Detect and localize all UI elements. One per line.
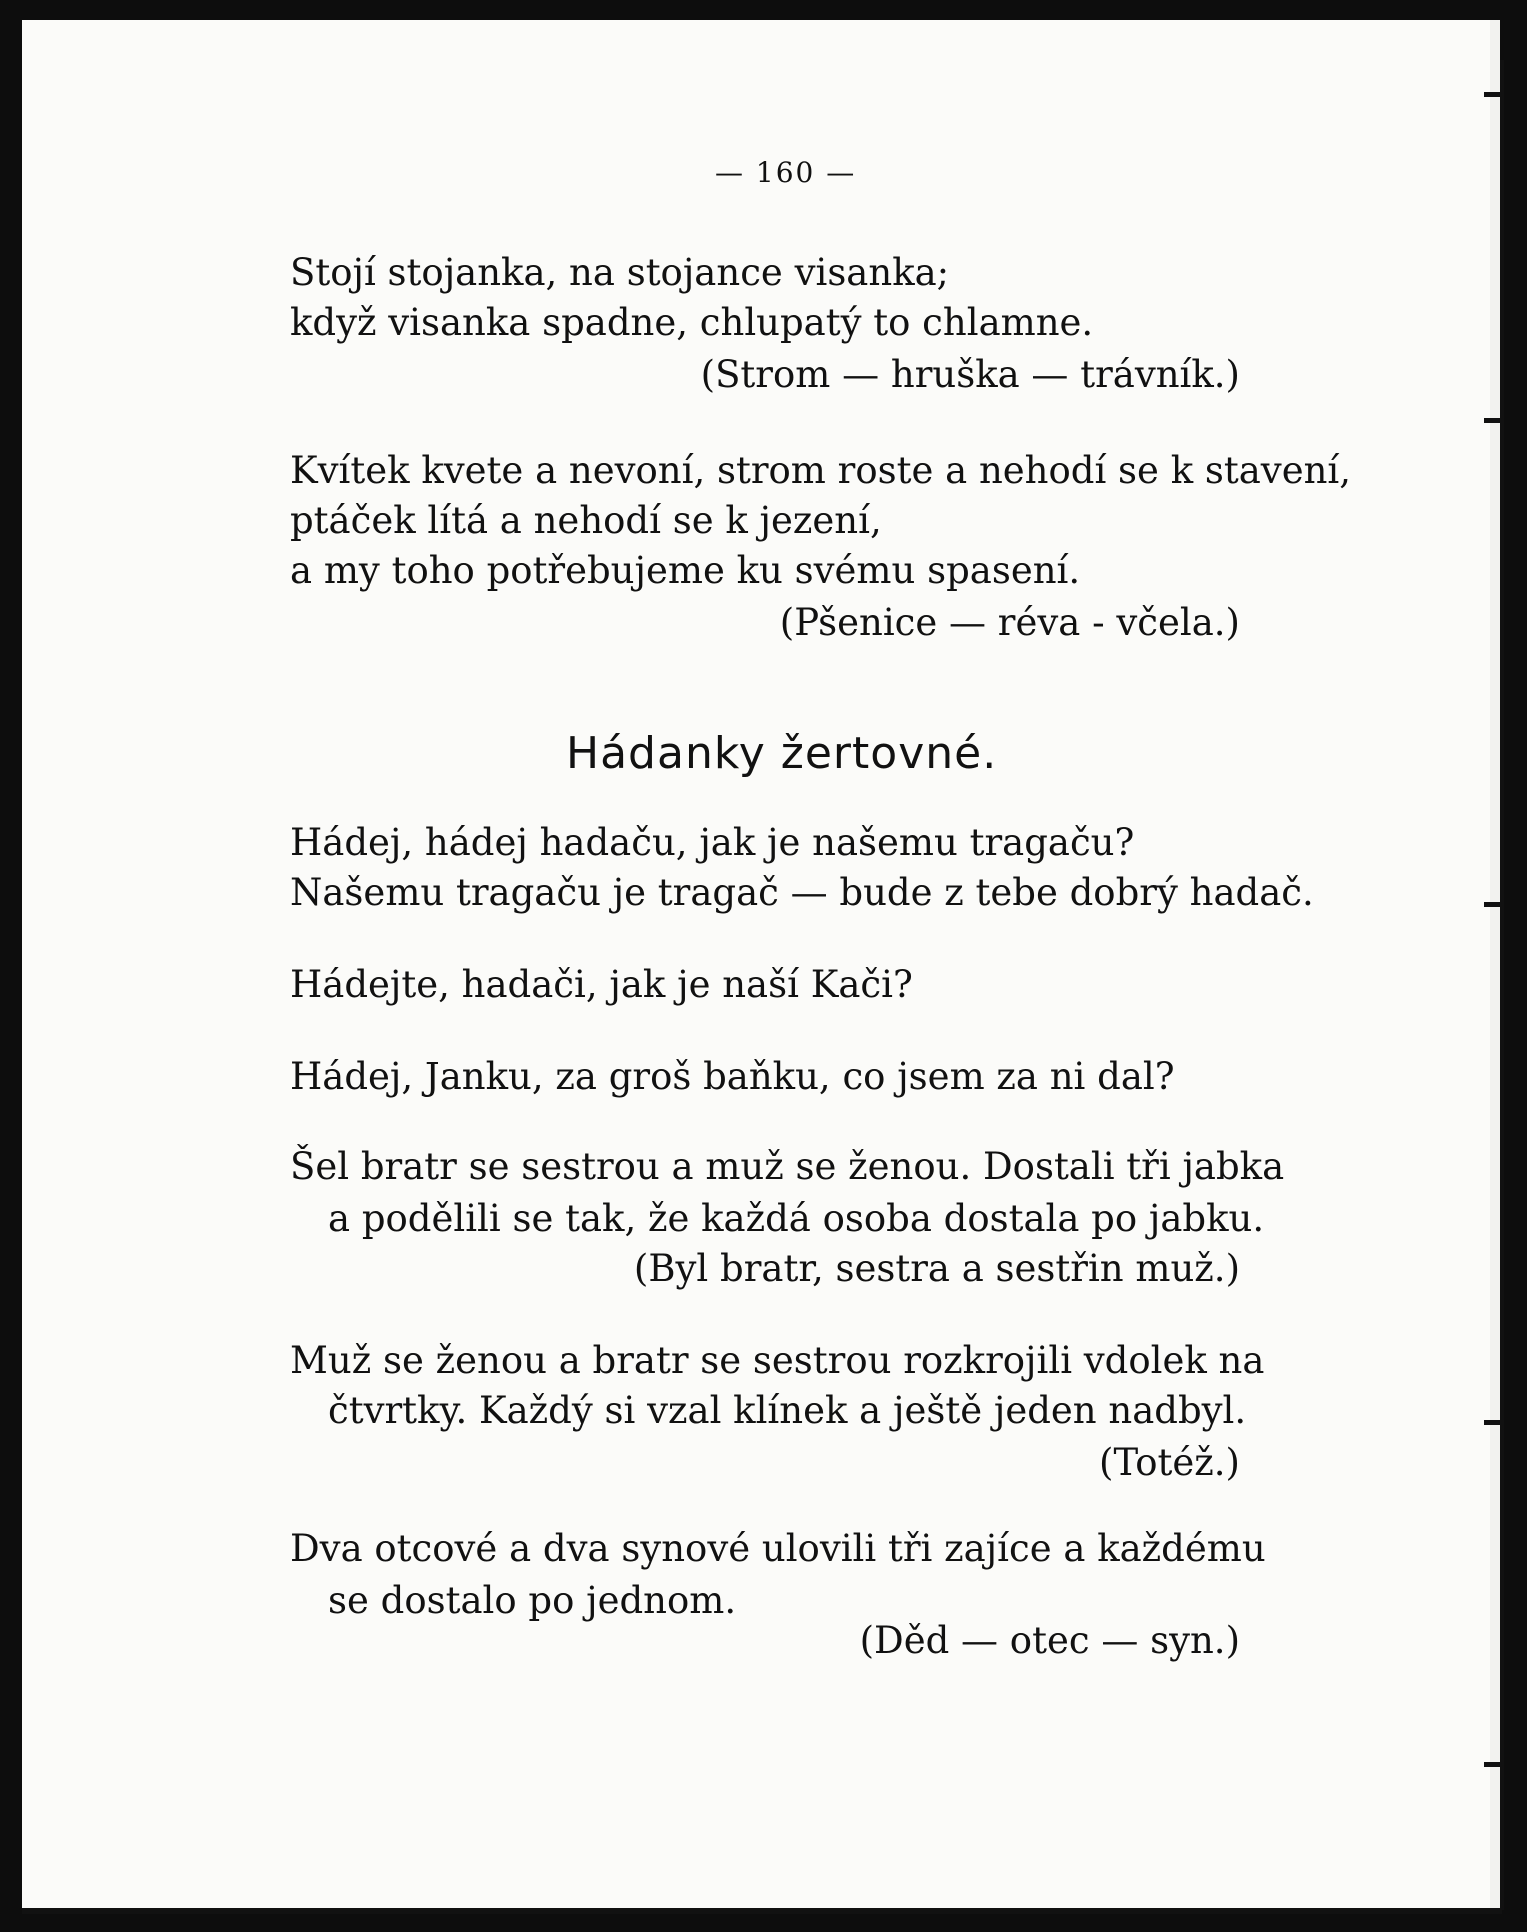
joke-6-answer: (Děd — otec — syn.)	[859, 1619, 1240, 1662]
edge-tick	[1484, 1762, 1502, 1767]
edge-tick	[1484, 418, 1502, 423]
joke-4-line-2: a podělili se tak, že každá osoba dostala po jabku.	[328, 1197, 1265, 1240]
page-number: — 160 —	[715, 156, 857, 189]
page-edge-strip	[1490, 20, 1500, 1910]
joke-3-line-1: Hádej, Janku, za groš baňku, co jsem za ni dal?	[290, 1055, 1175, 1098]
joke-4-line-1: Šel bratr se sestrou a muž se ženou. Dostali tři jabka	[290, 1145, 1285, 1188]
edge-tick	[1484, 902, 1502, 907]
riddle-2-line-1: Kvítek kvete a nevoní, strom roste a nehodí se k stavení,	[290, 449, 1352, 492]
joke-6-line-1: Dva otcové a dva synové ulovili tři zajíce a každému	[290, 1527, 1266, 1570]
riddle-2-line-3: a my toho potřebujeme ku svému spasení.	[290, 549, 1081, 592]
edge-tick	[1484, 92, 1502, 97]
joke-2-line-1: Hádejte, hadači, jak je naší Kači?	[290, 963, 913, 1006]
page-edge-rule	[1500, 60, 1504, 1910]
joke-1-line-1: Hádej, hádej hadaču, jak je našemu tragaču?	[290, 821, 1135, 864]
riddle-1-answer: (Strom — hruška — trávník.)	[700, 353, 1240, 396]
joke-5-line-1: Muž se ženou a bratr se sestrou rozkrojili vdolek na	[290, 1339, 1265, 1382]
joke-1-line-2: Našemu tragaču je tragač — bude z tebe dobrý hadač.	[290, 871, 1314, 914]
riddle-1-line-1: Stojí stojanka, na stojance visanka;	[290, 251, 950, 294]
edge-tick	[1484, 1420, 1502, 1425]
joke-5-answer: (Totéž.)	[1099, 1441, 1240, 1484]
section-heading: Hádanky žertovné.	[566, 728, 998, 779]
joke-5-line-2: čtvrtky. Každý si vzal klínek a ještě jeden nadbyl.	[328, 1389, 1247, 1432]
joke-4-answer: (Byl bratr, sestra a sestřin muž.)	[633, 1247, 1240, 1290]
page-bottom-rule	[22, 1908, 1502, 1914]
riddle-1-line-2: když visanka spadne, chlupatý to chlamne.	[290, 301, 1094, 344]
riddle-2-line-2: ptáček lítá a nehodí se k jezení,	[290, 499, 882, 542]
joke-6-line-2: se dostalo po jednom.	[328, 1579, 737, 1622]
riddle-2-answer: (Pšenice — réva - včela.)	[779, 601, 1240, 644]
